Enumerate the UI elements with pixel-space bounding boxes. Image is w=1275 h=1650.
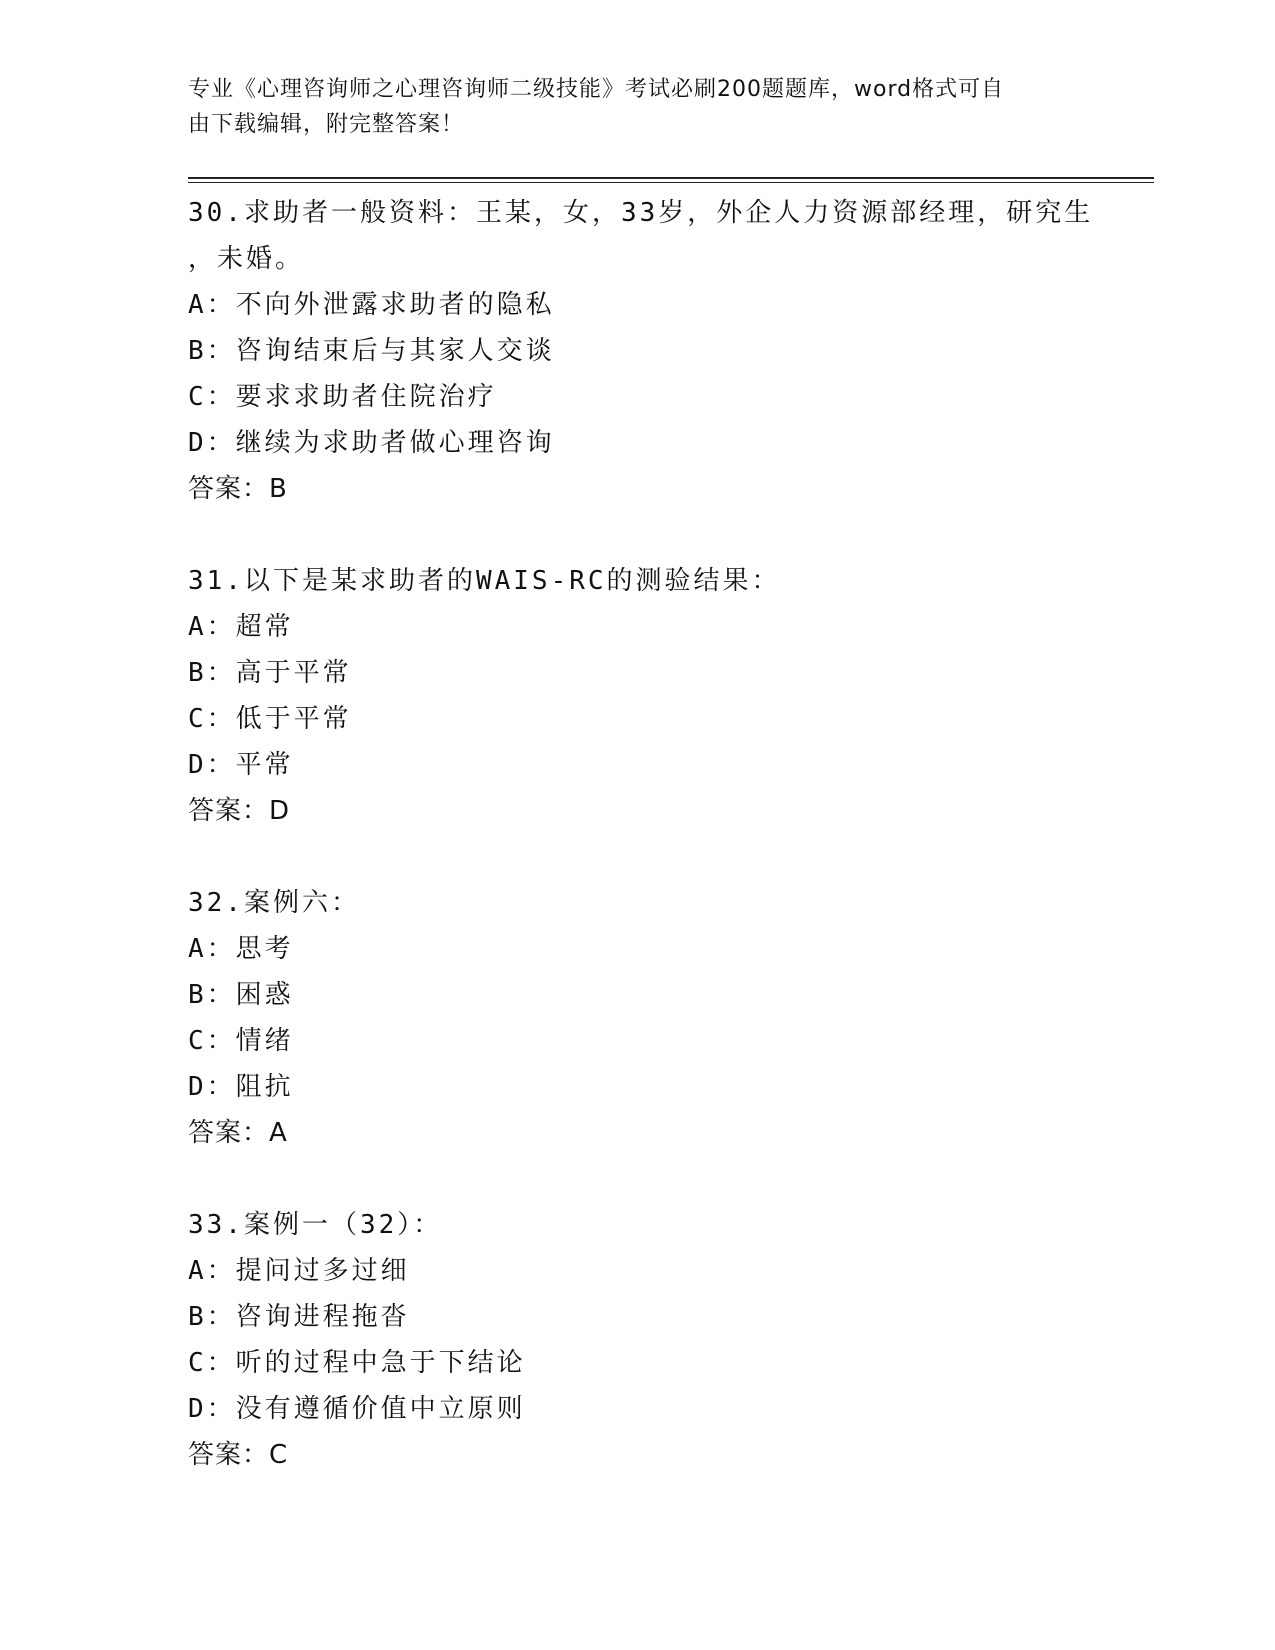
question-32	[188, 880, 1088, 1156]
option-a: A：不向外泄露求助者的隐私	[188, 290, 555, 320]
option-d: D：阻抗	[188, 1072, 294, 1102]
question-31	[188, 558, 1088, 834]
question-title: 30.求助者一般资料：王某，女，33岁，外企人力资源部经理，研究生	[188, 198, 1094, 228]
option-a: A：思考	[188, 934, 294, 964]
option-b: B：咨询进程拖沓	[188, 1302, 410, 1332]
option-d: D：继续为求助者做心理咨询	[188, 428, 555, 458]
question-title: 31.以下是某求助者的WAIS-RC的测验结果：	[188, 566, 781, 596]
question-list	[188, 190, 1094, 1524]
option-a: A：提问过多过细	[188, 1256, 410, 1286]
option-b: B：咨询结束后与其家人交谈	[188, 336, 555, 366]
header-divider	[188, 177, 1154, 183]
answer: 答案：C	[188, 1440, 289, 1470]
answer: 答案：B	[188, 474, 288, 504]
option-b: B：高于平常	[188, 658, 352, 688]
option-b: B：困惑	[188, 980, 294, 1010]
question-30	[188, 190, 1094, 512]
question-title-continued: ，未婚。	[188, 244, 305, 274]
header-line-1: 专业《心理咨询师之心理咨询师二级技能》考试必刷200题题库，word格式可自	[188, 77, 1005, 102]
question-title: 32.案例六：	[188, 888, 360, 918]
option-c: C：低于平常	[188, 704, 352, 734]
document-header	[188, 72, 1068, 142]
answer: 答案：D	[188, 796, 291, 826]
answer: 答案：A	[188, 1118, 288, 1148]
header-line-2: 由下载编辑，附完整答案！	[188, 112, 465, 137]
option-c: C：听的过程中急于下结论	[188, 1348, 526, 1378]
question-33	[188, 1202, 1088, 1478]
option-d: D：平常	[188, 750, 294, 780]
option-d: D：没有遵循价值中立原则	[188, 1394, 526, 1424]
option-c: C：情绪	[188, 1026, 294, 1056]
option-a: A：超常	[188, 612, 294, 642]
question-title: 33.案例一（32）：	[188, 1210, 443, 1240]
option-c: C：要求求助者住院治疗	[188, 382, 497, 412]
